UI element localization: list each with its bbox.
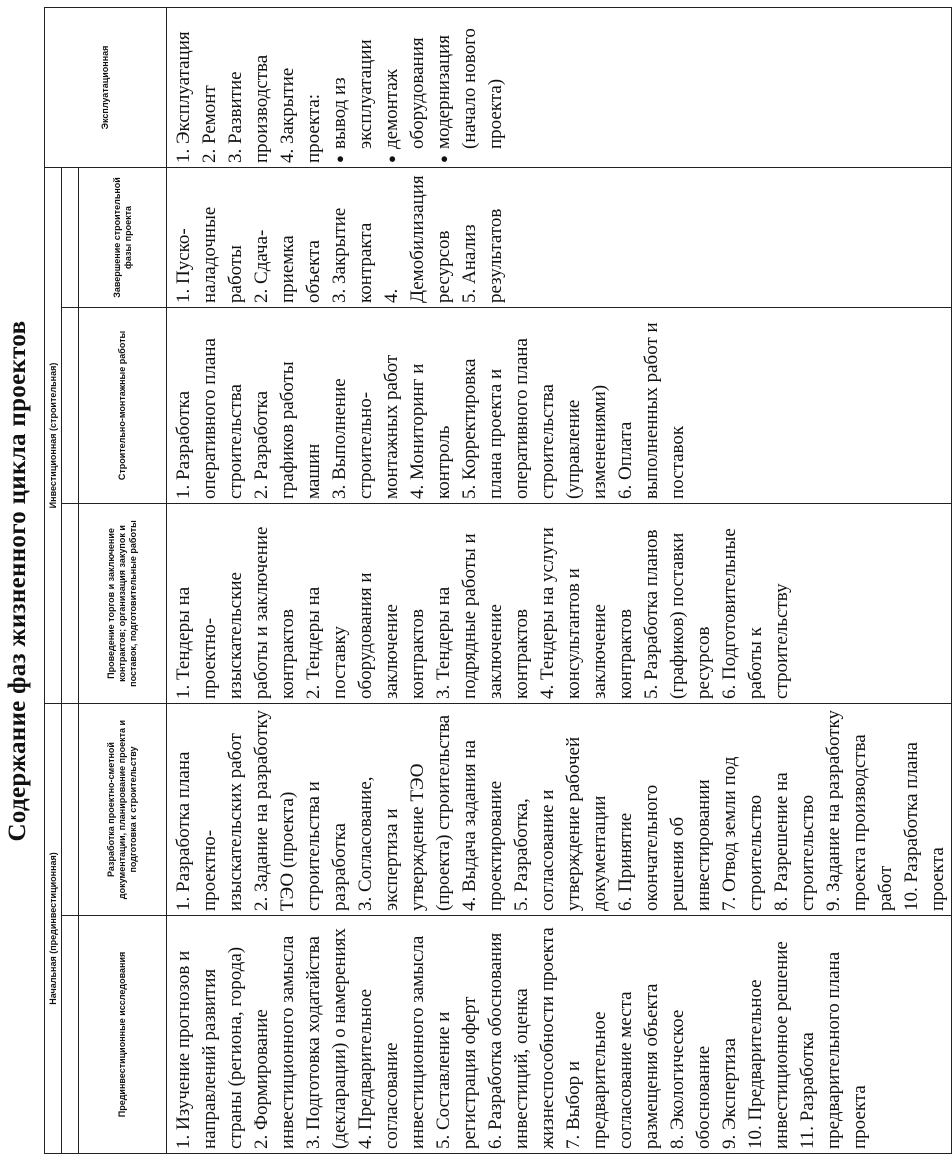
list-item: 10. Предварительное инвестиционное решение bbox=[745, 941, 792, 1149]
bullet-item: ● вывод из эксплуатации bbox=[327, 14, 379, 163]
list-item: 2. Формирование инвестиционного замысла bbox=[251, 935, 298, 1149]
lifecycle-table bbox=[44, 7, 952, 1154]
list-item: 4. Мониторинг и контроль bbox=[407, 363, 454, 499]
list-item: 3. Согласование, экспертиза и утверждение ТЭО (проекта) строительства bbox=[355, 714, 454, 911]
list-item: 2. Ремонт bbox=[199, 85, 220, 163]
stage-cell-design bbox=[167, 703, 952, 915]
list-item: 5. Корректировка плана проекта и оперативного плана строительства (управление изменениями) bbox=[459, 338, 610, 499]
stage-header-tenders: Проведение торгов и заключение контрактов; организация закупок и поставок, подготовительные работы bbox=[79, 503, 167, 703]
list-item: 8. Разрешение на строительство bbox=[771, 772, 818, 911]
list-item: 6. Подготовительные работы к строительству bbox=[719, 528, 792, 699]
list-item: 3. Закрытие контракта bbox=[329, 207, 376, 303]
tenders-list bbox=[171, 510, 795, 699]
list-item: 6. Разработка обоснования инвестиций, оценка жизнеспособности проекта bbox=[485, 927, 558, 1149]
list-item: 5. Разработка, согласование и утверждение рабочей документации bbox=[511, 736, 610, 911]
closure-label: 4. Закрытие проекта: bbox=[277, 67, 324, 163]
list-item: 3. Тендеры на подрядные работы и заключение контрактов bbox=[433, 533, 532, 699]
stage-cell-tenders bbox=[167, 503, 952, 703]
spacer-cell bbox=[62, 916, 79, 1154]
construction-list bbox=[171, 314, 691, 499]
stage-header-construction: Строительно-монтажные работы bbox=[79, 307, 167, 503]
list-item: 5. Разработка планов (графиков) поставки ресурсов bbox=[641, 529, 714, 699]
content-row bbox=[167, 7, 952, 1153]
list-item: 8. Экологическое обоснование bbox=[667, 1009, 714, 1149]
spacer-cell bbox=[62, 703, 79, 915]
stage-cell-operation bbox=[167, 7, 952, 167]
list-item: 10. Разработка плана проекта bbox=[901, 742, 948, 911]
list-item: 4. Демобилизация ресурсов bbox=[381, 175, 454, 303]
list-item: 1. Изучение прогнозов и направлений развития страны (региона, города) bbox=[173, 946, 246, 1149]
phase-initial: Начальная (прединвестиционная) bbox=[45, 703, 62, 1153]
list-item: 5. Анализ результатов bbox=[459, 208, 506, 303]
phase-header-row bbox=[45, 7, 62, 1153]
list-item: 1. Пуско-наладочные работы bbox=[173, 206, 246, 303]
operation-list bbox=[171, 14, 509, 163]
stage-header-completion: Завершение строительной фазы проекта bbox=[79, 167, 167, 307]
list-item: 9. Экспертиза bbox=[719, 1038, 740, 1149]
list-item: 2. Задание на разработку ТЭО (проекта) строительства и разработка bbox=[251, 710, 350, 911]
list-item: 3. Подготовка ходатайства (декларации) о намерениях bbox=[303, 928, 350, 1149]
list-item: 9. Задание на разработку проекта производства работ bbox=[823, 710, 896, 911]
spacer-cell bbox=[62, 503, 79, 703]
phase-investment: Инвестиционная (строительная) bbox=[45, 167, 62, 703]
bullet-item: ● демонтаж оборудования bbox=[379, 14, 431, 163]
subphase-spacer-row bbox=[62, 7, 79, 1153]
completion-list bbox=[171, 174, 509, 303]
list-item: 1. Тендеры на проектно-изыскательские работы и заключение контрактов bbox=[173, 526, 298, 699]
list-item: 2. Тендеры на поставку оборудования и заключение контрактов bbox=[303, 572, 428, 699]
list-item: 3. Выполнение строительно-монтажных работ bbox=[329, 354, 402, 499]
list-item: 1. Эксплуатация bbox=[173, 31, 194, 163]
list-item: 7. Отвод земли под строительство bbox=[719, 756, 766, 911]
list-item: 3. Развитие производства bbox=[225, 54, 272, 163]
stage-header-row bbox=[79, 7, 167, 1153]
list-item: 1. Разработка оперативного плана строительства bbox=[173, 338, 246, 499]
list-item: 4. Предварительное согласование инвестиционного замысла bbox=[355, 935, 428, 1149]
list-item: 1. Разработка плана проектно-изыскательских работ bbox=[173, 733, 246, 911]
list-item: 4. Выдача задания на проектирование bbox=[459, 740, 506, 911]
stage-header-design: Разработка проектно-сметной документации, планирование проекта и подготовка к строительству bbox=[79, 703, 167, 915]
list-item bbox=[275, 14, 509, 163]
list-item: 6. Оплата выполненных работ и поставок bbox=[615, 322, 688, 499]
stage-header-preinvestment: Прединвестиционные исследования bbox=[79, 916, 167, 1154]
design-list bbox=[171, 710, 951, 911]
list-item: 7. Выбор и предварительное согласование места размещения объекта bbox=[563, 983, 662, 1149]
list-item: 4. Тендеры на услуги консультантов и заключение контрактов bbox=[537, 527, 636, 699]
stage-cell-preinvestment bbox=[167, 916, 952, 1154]
stage-cell-construction bbox=[167, 307, 952, 503]
closure-bullets bbox=[327, 14, 509, 163]
preinvestment-list bbox=[171, 922, 873, 1149]
list-item: 5. Составление и регистрация оферт bbox=[433, 996, 480, 1149]
page-title: Содержание фаз жизненного цикла проектов bbox=[4, 320, 31, 842]
list-item: 6. Принятие окончательного решения об инвестировании bbox=[615, 779, 714, 911]
list-item: 11. Разработка предварительного плана проекта bbox=[797, 951, 870, 1149]
spacer-cell bbox=[62, 307, 79, 503]
list-item: 2. Разработка графиков работы машин bbox=[251, 361, 324, 499]
list-item: 2. Сдача-приемка объекта bbox=[251, 229, 324, 303]
bullet-item: ● модернизация (начало нового проекта) bbox=[431, 14, 509, 163]
spacer-cell bbox=[62, 167, 79, 307]
phase-operation: Эксплуатационная bbox=[45, 7, 167, 167]
stage-cell-completion bbox=[167, 167, 952, 307]
